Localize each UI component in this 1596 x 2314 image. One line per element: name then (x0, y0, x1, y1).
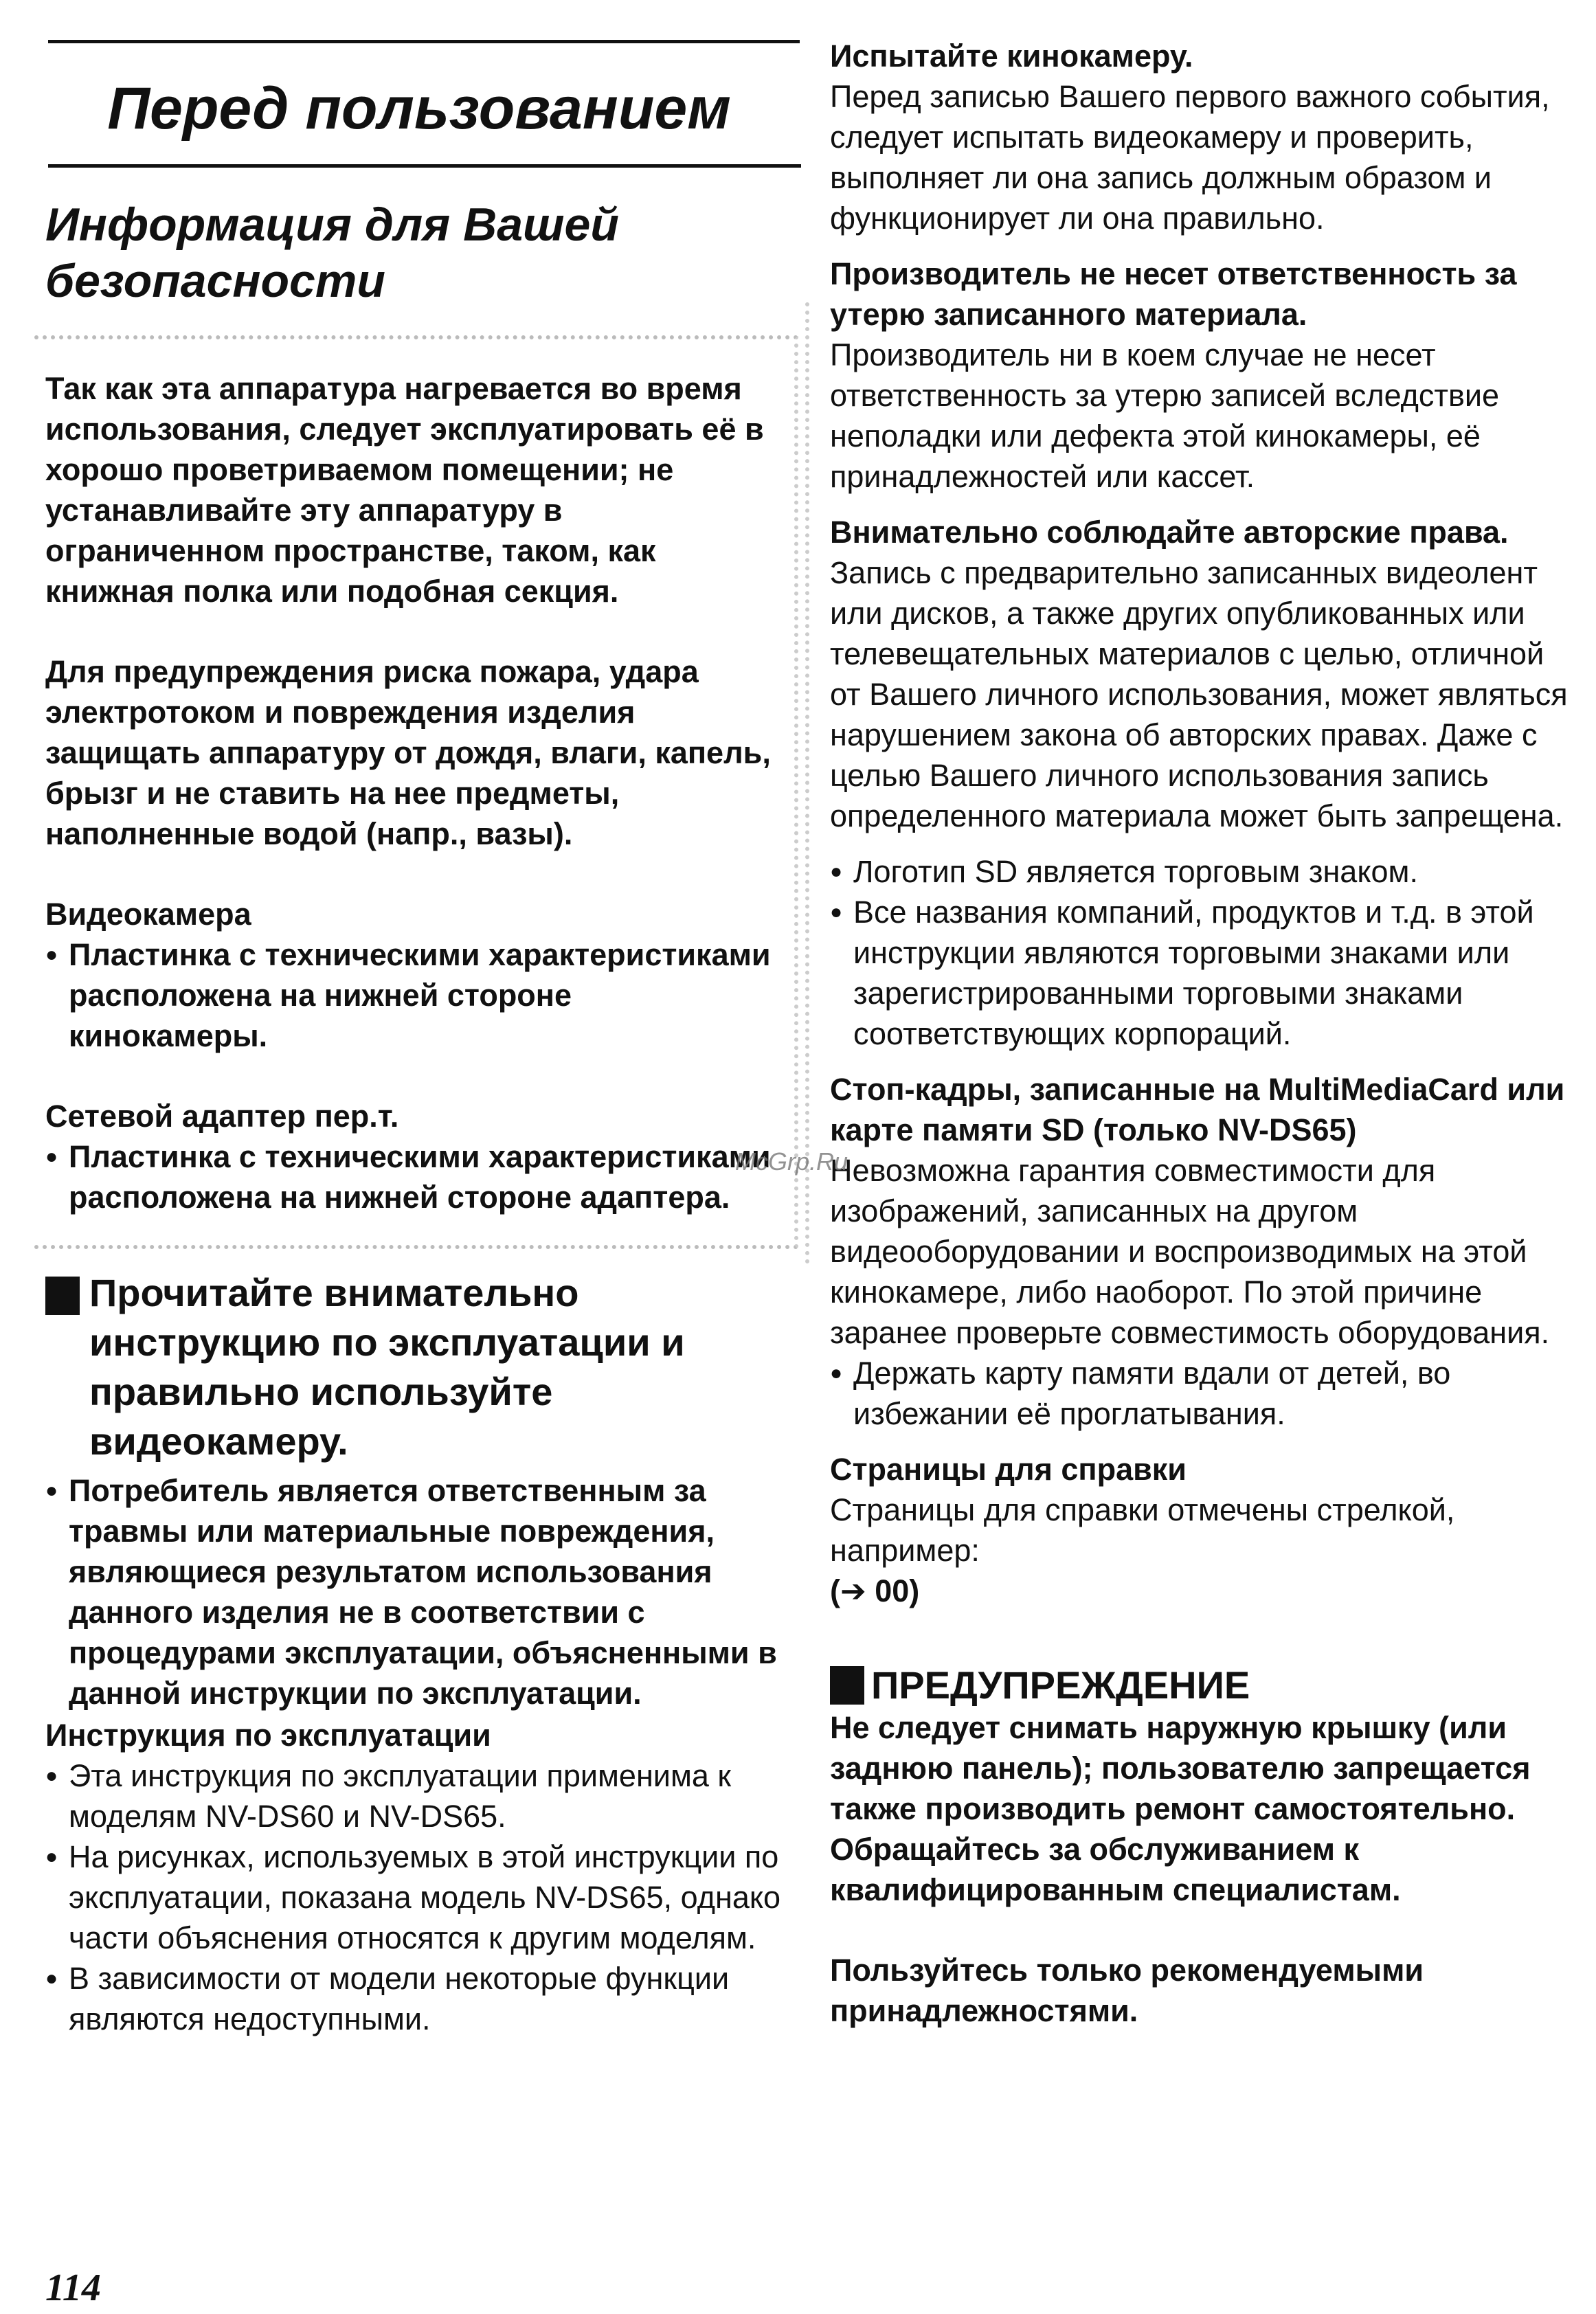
fire-risk-paragraph: Для предупреждения риска пожара, удара электротоком и повреждения изделия защищать аппаратуру от дождя, влаги, капель, брызг и не ставить на нее предметы, наполненные водой (напр., вазы). (45, 654, 771, 851)
reference-example: (➔ 00) (830, 1573, 920, 1608)
square-marker-icon (830, 1666, 864, 1705)
test-camera-text: Перед записью Вашего первого важного события, следует испытать видеокамеру и проверить, выполняет ли она запись должным образом и функционирует ли она правильно. (830, 79, 1550, 236)
camera-label: Видеокамера (45, 897, 251, 932)
copyright-heading: Внимательно соблюдайте авторские права. (830, 515, 1509, 550)
safety-box (34, 335, 798, 1249)
manual-bullet-1: ● Эта инструкция по эксплуатации применима к моделям NV-DS60 и NV-DS65. (45, 1755, 793, 1836)
ventilation-paragraph: Так как эта аппаратура нагревается во время использования, следует эксплуатировать её в хорошо проветриваемом помещении; не устанавливайте эту аппаратуру в ограниченном пространстве, таком, как книжная полка или подобная секция. (45, 371, 764, 609)
copyright-block (830, 512, 1579, 836)
chapter-title: Перед пользованием (107, 76, 731, 142)
warning-heading (830, 1663, 1579, 1707)
trademark-bullet-2: ● Все названия компаний, продуктов и т.д. в этой инструкции являются торговыми знаками или зарегистрированными торговыми знаками соответствующих корпораций. (830, 892, 1579, 1054)
reference-block (830, 1449, 1579, 1611)
adapter-bullet: ● Пластинка с техническими характеристиками расположена на нижней стороне адаптера. (45, 1136, 775, 1217)
camera-bullet: ● Пластинка с техническими характеристиками расположена на нижней стороне кинокамеры. (45, 934, 775, 1056)
title-rule (48, 164, 801, 168)
accessories-text: Пользуйтесь только рекомендуемыми принадлежностями. (830, 1953, 1424, 2028)
responsibility-bullet: ● Потребитель является ответственным за травмы или материальные повреждения, являющиеся результатом использования данного изделия не в соответствии с процедурами эксплуатации, объясненными в данной инструкции по эксплуатации. (45, 1470, 793, 1714)
trademark-bullet-1: ● Логотип SD является торговым знаком. (830, 851, 1579, 892)
manual-label: Инструкция по эксплуатации (45, 1718, 491, 1753)
read-instructions-heading (45, 1268, 793, 1466)
card-bullet: ● Держать карту памяти вдали от детей, во избежании её проглатывания. (830, 1353, 1579, 1434)
warning-heading-text: ПРЕДУПРЕЖДЕНИЕ (871, 1663, 1250, 1707)
liability-text: Производитель ни в коем случае не несет ответственность за утерю записей вследствие неполадки или дефекта этой кинокамеры, её принадлежностей или кассет. (830, 337, 1500, 494)
adapter-block (45, 1096, 775, 1217)
square-marker-icon (45, 1277, 80, 1315)
read-instructions-heading-text: Прочитайте внимательно инструкцию по эксплуатации и правильно используйте видеокамеру. (89, 1271, 685, 1463)
manual-bullet-3: ● В зависимости от модели некоторые функции являются недоступными. (45, 1958, 793, 2039)
reference-heading: Страницы для справки (830, 1452, 1187, 1487)
watermark: McGrp.Ru (735, 1147, 848, 1176)
reference-text: Страницы для справки отмечены стрелкой, например: (830, 1492, 1455, 1568)
liability-heading: Производитель не несет ответственность за утерю записанного материала. (830, 256, 1517, 332)
trademark-block (830, 851, 1579, 1054)
test-camera-block (830, 36, 1579, 238)
section-title: Информация для Вашей безопасности (45, 199, 619, 307)
manual-bullet-2: ● На рисунках, используемых в этой инструкции по эксплуатации, показана модель NV-DS65, однако части объяснения относятся к другим моделям. (45, 1836, 793, 1958)
test-camera-heading: Испытайте кинокамеру. (830, 38, 1193, 74)
right-column (830, 36, 1579, 2031)
stills-heading: Стоп-кадры, записанные на MultiMediaCard или карте памяти SD (только NV-DS65) (830, 1072, 1565, 1147)
stills-block (830, 1069, 1579, 1434)
stills-text: Невозможна гарантия совместимости для изображений, записанных на другом видеооборудовании и воспроизводимых на этой кинокамере, либо наоборот. По этой причине заранее проверьте совместимость оборудования. (830, 1153, 1550, 1350)
warning-text: Не следует снимать наружную крышку (или заднюю панель); пользователю запрещается также производить ремонт самостоятельно. Обращайтесь за обслуживанием к квалифицированным специалистам. (830, 1710, 1531, 1907)
column-divider (805, 302, 809, 1264)
copyright-text: Запись с предварительно записанных видеолент или дисков, а также других опубликованных или телевещательных материалов с целью, отличной от Вашего личного использования, может являться нарушением закона об авторских правах. Даже с целью Вашего личного использования запись определенного материала может быть запрещена. (830, 555, 1568, 833)
left-column (45, 40, 793, 2039)
liability-block (830, 254, 1579, 497)
camera-block (45, 894, 775, 1056)
adapter-label: Сетевой адаптер пер.т. (45, 1099, 399, 1134)
page-number: 114 (45, 2267, 101, 2309)
